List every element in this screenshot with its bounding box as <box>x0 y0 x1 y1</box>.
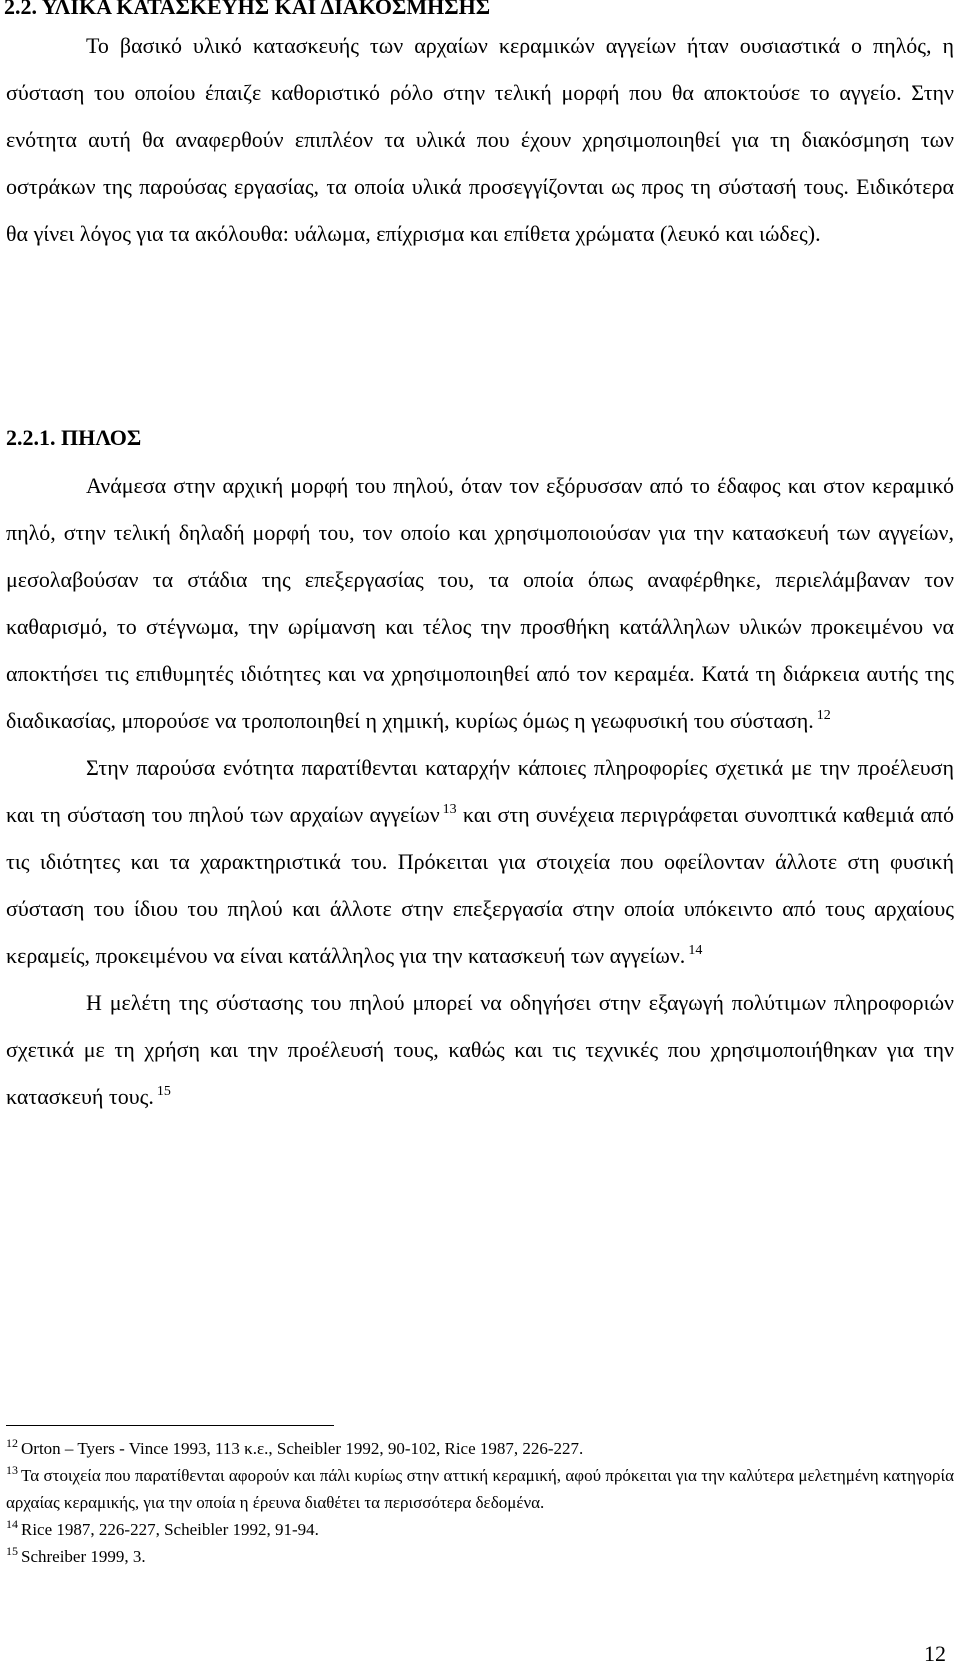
intro-paragraph: Το βασικό υλικό κατασκευής των αρχαίων κεραμικών αγγείων ήταν ουσιαστικά ο πηλός, η σύσταση του οποίου έπαιζε καθοριστικό ρόλο στην τελική μορφή που θα αποκτούσε το αγγείο. Στην ενότητα αυτή θα αναφερθούν επιπλέον τα υλικά που έχουν χρησιμοποιηθεί για τη διακόσμηση των οστράκων της παρούσας εργασίας, τα οποία υλικά προσεγγίζονται ως προς τη σύστασή τους. Ειδικότερα θα γίνει λόγος για τα ακόλουθα: υάλωμα, επίχρισμα και επίθετα χρώματα (λευκό και ιώδες). <box>6 33 954 246</box>
clay-paragraph-2-text-a: Στην παρούσα ενότητα παρατίθενται καταρχήν κάποιες πληροφορίες σχετικά με την προέλευση και τη σύσταση του πηλού των αρχαίων αγγείων <box>6 755 954 827</box>
clay-paragraph-1-text: Ανάμεσα στην αρχική μορφή του πηλού, όταν τον εξόρυσσαν από το έδαφος και στον κεραμικό πηλό, στην τελική δηλαδή μορφή του, τον οποίο και χρησιμοποιούσαν για την κατασκευή των αγγείων, μεσολαβούσαν τα στάδια της επεξεργασίας του, τα οποία όπως αναφέρθηκε, περιελάμβαναν τον καθαρισμό, το στέγνωμα, την ωρίμανση και τέλος την προσθήκη κατάλληλων υλικών προκειμένου να αποκτήσει τις επιθυμητές ιδιότητες και να χρησιμοποιηθεί από τον κεραμέα. Κατά τη διάρκεια αυτής της διαδικασίας, μπορούσε να τροποποιηθεί η χημική, κυρίως όμως η γεωφυσική του σύσταση. <box>6 473 954 733</box>
footnote-separator-rule <box>6 1425 334 1426</box>
footnote-text: Schreiber 1999, 3. <box>21 1547 146 1566</box>
subsection-heading: 2.2.1. ΠΗΛΟΣ <box>6 425 142 450</box>
clay-paragraph-2 <box>6 744 954 979</box>
footnote-text: Τα στοιχεία που παρατίθενται αφορούν και πάλι κυρίως στην αττική κεραμική, αφού πρόκειται για την καλύτερα μελετημένη κατηγορία αρχαίας κεραμικής, για την οποία η έρευνα διαθέτει τα περισσότερα δεδομένα. <box>6 1466 954 1512</box>
clay-paragraph-3-text: Η μελέτη της σύστασης του πηλού μπορεί να οδηγήσει στην εξαγωγή πολύτιμων πληροφοριών σχετικά με τη χρήση και την προέλευσή τους, καθώς και τις τεχνικές που χρησιμοποιήθηκαν για την κατασκευή τους. <box>6 990 954 1109</box>
footnote-15 <box>6 1543 954 1570</box>
clay-paragraph-3 <box>6 979 954 1120</box>
clay-text-block <box>6 462 954 1120</box>
footnotes-list <box>6 1435 954 1570</box>
footnote-reference-12: 12 <box>816 708 831 723</box>
footnote-12 <box>6 1435 954 1462</box>
footnote-number: 13 <box>6 1463 18 1477</box>
footnote-reference-15: 15 <box>156 1084 171 1099</box>
section-heading: 2.2. ΥΛΙΚΑ ΚΑΤΑΣΚΕΥΗΣ ΚΑΙ ΔΙΑΚΟΣΜΗΣΗΣ <box>4 0 491 19</box>
footnote-text: Rice 1987, 226-227, Scheibler 1992, 91-94. <box>21 1520 319 1539</box>
clay-paragraph-1 <box>6 462 954 744</box>
footnote-text: Orton – Tyers - Vince 1993, 113 κ.ε., Scheibler 1992, 90-102, Rice 1987, 226-227. <box>21 1439 584 1458</box>
footnote-number: 12 <box>6 1436 18 1450</box>
intro-text-block <box>6 22 954 257</box>
footnote-14 <box>6 1516 954 1543</box>
footnote-number: 14 <box>6 1517 18 1531</box>
footnote-reference-14: 14 <box>688 943 703 958</box>
footnote-13 <box>6 1462 954 1516</box>
clay-paragraph-2-text-b: και στη συνέχεια περιγράφεται συνοπτικά καθεμιά από τις ιδιότητες και τα χαρακτηριστικά του. Πρόκειται για στοιχεία που οφείλονταν άλλοτε στη φυσική σύσταση του ίδιου του πηλού και άλλοτε στην επεξεργασία στην οποία υπόκειντο από τους αρχαίους κεραμείς, προκειμένου να είναι κατάλληλος για την κατασκευή των αγγείων. <box>6 802 954 968</box>
page-number: 12 <box>924 1641 946 1666</box>
footnote-reference-13: 13 <box>442 802 457 817</box>
footnote-number: 15 <box>6 1544 18 1558</box>
